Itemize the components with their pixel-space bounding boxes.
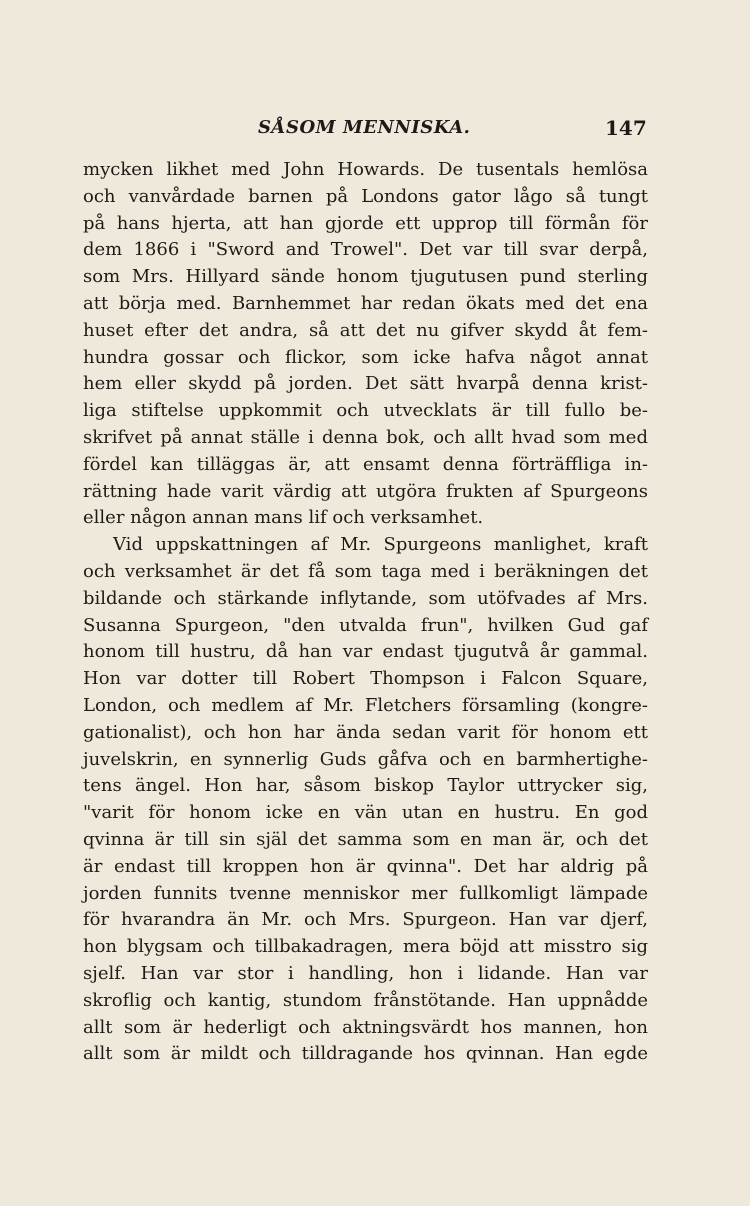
- text-line: mycken likhet med John Howards. De tusentals hemlösa: [83, 159, 648, 180]
- body-text: [83, 157, 648, 1068]
- text-line: liga stiftelse uppkommit och utvecklats är till fullo be-: [83, 400, 648, 422]
- paragraph-start-line: Vid uppskattningen af Mr. Spurgeons manlighet, kraft: [113, 534, 648, 556]
- running-title: SÅSOM MENNISKA.: [258, 117, 471, 138]
- running-head: [0, 116, 750, 144]
- text-line: som Mrs. Hillyard sände honom tjugutusen pund sterling: [83, 266, 648, 288]
- text-line: hundra gossar och flickor, som icke hafva något annat: [83, 346, 648, 368]
- text-line: allt som är mildt och tilldragande hos qvinnan. Han egde: [83, 1043, 648, 1065]
- text-line: för hvarandra än Mr. och Mrs. Spurgeon. Han var djerf,: [83, 909, 648, 931]
- text-line: bildande och stärkande inflytande, som utöfvades af Mrs.: [83, 587, 648, 609]
- text-line: London, och medlem af Mr. Fletchers församling (kongre-: [83, 694, 648, 716]
- text-line: tens ängel. Hon har, såsom biskop Taylor uttrycker sig,: [83, 775, 648, 797]
- text-line: qvinna är till sin själ det samma som en man är, och det: [83, 828, 648, 850]
- text-line: Hon var dotter till Robert Thompson i Falcon Square,: [83, 668, 648, 690]
- text-line: hon blygsam och tillbakadragen, mera böjd att misstro sig: [83, 936, 648, 958]
- paragraph-end-line: eller någon annan mans lif och verksamhet.: [83, 507, 484, 529]
- text-line: sjelf. Han var stor i handling, hon i lidande. Han var: [83, 962, 648, 984]
- text-line: dem 1866 i "Sword and Trowel". Det var till svar derpå,: [83, 239, 648, 261]
- text-line: gationalist), och hon har ända sedan varit för honom ett: [83, 721, 648, 743]
- text-line: skroflig och kantig, stundom frånstötande. Han uppnådde: [83, 989, 648, 1011]
- text-line: huset efter det andra, så att det nu gifver skydd åt fem-: [83, 319, 648, 341]
- text-line: "varit för honom icke en vän utan en hustru. En god: [83, 802, 648, 824]
- text-line: rättning hade varit värdig att utgöra frukten af Spurgeons: [83, 480, 648, 502]
- text-line: Susanna Spurgeon, "den utvalda frun", hvilken Gud gaf: [83, 614, 648, 636]
- text-line: och verksamhet är det få som taga med i beräkningen det: [83, 560, 648, 582]
- text-line: på hans hjerta, att han gjorde ett upprop till förmån för: [83, 212, 648, 234]
- text-line: jorden funnits tvenne menniskor mer fullkomligt lämpade: [83, 882, 648, 904]
- text-line: hem eller skydd på jorden. Det sätt hvarpå denna krist-: [83, 373, 648, 395]
- text-line: och vanvårdade barnen på Londons gator lågo så tungt: [83, 185, 648, 207]
- text-line: honom till hustru, då han var endast tjugutvå år gammal.: [83, 641, 648, 663]
- text-line: att börja med. Barnhemmet har redan ökats med det ena: [83, 292, 648, 314]
- text-line: juvelskrin, en synnerlig Guds gåfva och en barmhertighe-: [83, 748, 648, 770]
- page-number: 147: [605, 116, 647, 140]
- text-line: allt som är hederligt och aktningsvärdt hos mannen, hon: [83, 1016, 648, 1038]
- text-line: fördel kan tilläggas är, att ensamt denna förträffliga in-: [83, 453, 648, 475]
- text-line: skrifvet på annat ställe i denna bok, och allt hvad som med: [83, 426, 648, 448]
- text-line: är endast till kroppen hon är qvinna". Det har aldrig på: [83, 855, 648, 877]
